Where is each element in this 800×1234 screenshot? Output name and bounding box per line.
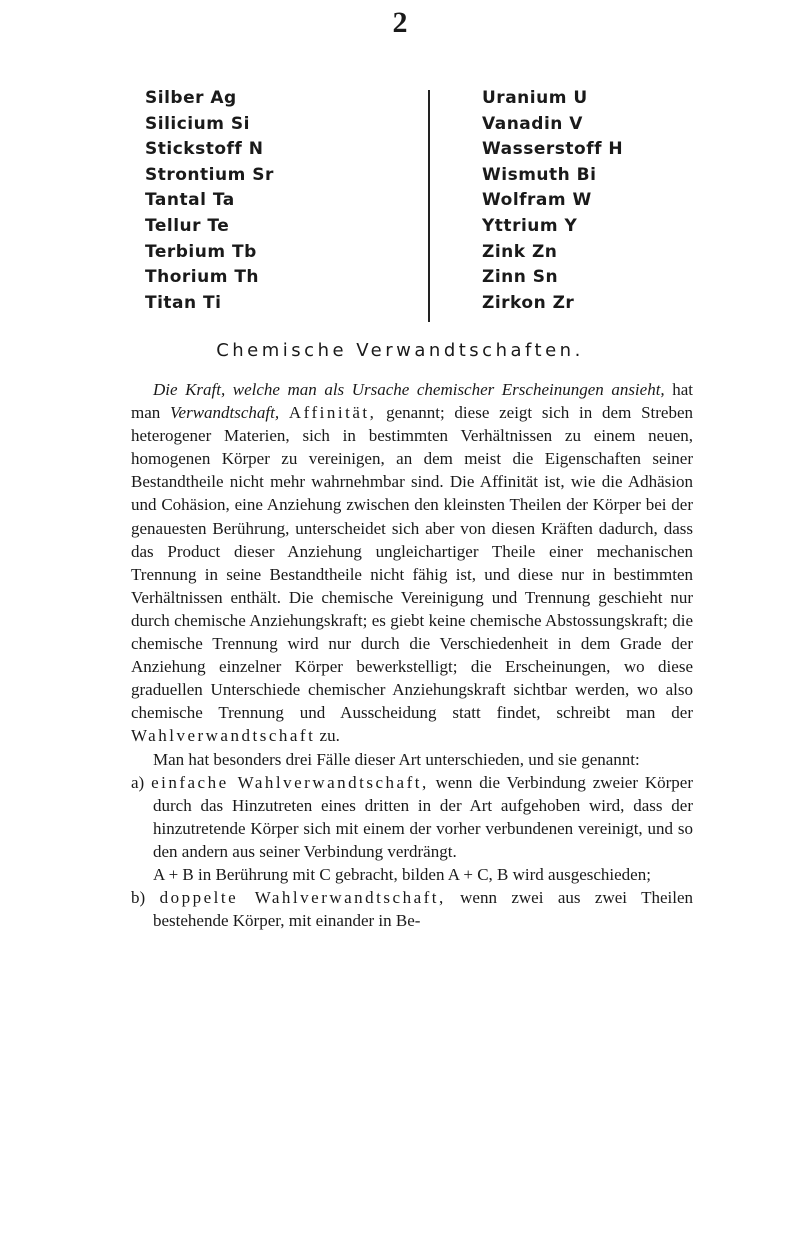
- spaced-term: Affinität,: [288, 403, 377, 423]
- body-text: [131, 378, 693, 932]
- element-entry: Zink Zn: [482, 241, 558, 262]
- item-a-formula: A + B in Berührung mit C gebracht, bilden A + C, B wird ausgeschieden;: [153, 864, 651, 884]
- element-entry: Strontium Sr: [145, 164, 274, 185]
- column-divider: [428, 90, 430, 322]
- item-a-label: a): [131, 772, 145, 792]
- element-column-right: [482, 86, 623, 316]
- item-b-text: wenn zwei aus zwei Theilen bestehende Körper, mit einander in Be-: [153, 888, 694, 931]
- lead-italic: Die Kraft, welche man als Ursache chemischer Erscheinungen ansieht,: [153, 380, 665, 399]
- element-entry: Zirkon Zr: [482, 292, 575, 313]
- item-a-term: einfache Wahlverwandtschaft,: [151, 772, 429, 792]
- element-entry: Zinn Sn: [482, 267, 559, 288]
- paragraph-affinity: [131, 378, 693, 748]
- element-entry: Wismuth Bi: [482, 164, 597, 185]
- item-b: [131, 886, 693, 932]
- section-title: Chemische Verwandtschaften.: [216, 340, 584, 361]
- element-entry: Silber Ag: [145, 88, 237, 108]
- element-entry: Wasserstoff H: [482, 139, 624, 160]
- text-run: [279, 403, 289, 422]
- element-column-left: [145, 86, 274, 316]
- element-entry: Terbium Tb: [145, 241, 257, 262]
- element-entry: Wolfram W: [482, 190, 592, 211]
- spaced-term-end: Wahlverwandtschaft: [131, 726, 316, 746]
- element-entry: Yttrium Y: [482, 215, 578, 236]
- element-entry: Silicium Si: [145, 113, 250, 134]
- element-entry: Thorium Th: [145, 267, 260, 288]
- text-run: genannt; diese zeigt sich in dem Streben heterogener Materien, sich in bestimmten Verhältnissen zu einem neuen, homogenen Körper zu vereinigen, an dem meist die Eigenschaften seiner Bestandtheile nicht mehr wahrnehmbar sind. Die Affinität ist, wie die Adhäsion und Cohäsion, eine Anziehung zwischen den kleinsten Theilen der Körper bei der genauesten Berührung, unterscheidet sich aber von diesen Kräften dadurch, dass das Product dieser Anziehung ungleichartiger Theile einer mechanischen Trennung in seine Bestandtheile nicht fähig ist, und diese nur in bestimmten Verhältnissen enthält. Die chemische Vereinigung und Trennung geschieht nur durch chemische Anziehungskraft; es giebt keine chemische Abstossungskraft; die chemische Trennung wird nur durch die Verschiedenheit in dem Grade der Anziehung einzelner Körper bewerkstelligt; die Erscheinungen, wo diese graduellen Unterschiede chemischer Anziehungskraft sichtbar werden, wo also chemische Trennung und Ausscheidung statt findet, schreibt man der: [131, 403, 693, 723]
- element-entry: Vanadin V: [482, 113, 583, 134]
- text-run: zu.: [315, 726, 340, 746]
- item-b-term: doppelte Wahlverwandtschaft,: [159, 888, 446, 908]
- element-entry: Stickstoff N: [145, 139, 264, 160]
- element-entry: Uranium U: [482, 88, 588, 108]
- element-entry: Tantal Ta: [145, 190, 235, 211]
- item-a-text: wenn die Verbindung zweier Körper durch das Hinzutreten eines dritten in der Art aufgehoben wird, dass der hinzutretende Körper sich mit einem der vorher verbundenen vereinigt, und so den andern aus seiner Verbindung verdrängt.: [153, 772, 693, 861]
- item-b-label: b): [131, 888, 146, 908]
- italic-term: Verwandtschaft,: [170, 403, 280, 423]
- page-number: 2: [392, 6, 408, 39]
- text-run: hat man: [131, 380, 693, 423]
- element-table: [140, 86, 700, 322]
- element-entry: Tellur Te: [145, 215, 230, 236]
- element-entry: Titan Ti: [145, 292, 222, 313]
- paragraph-cases: Man hat besonders drei Fälle dieser Art unterschieden, und sie genannt:: [153, 749, 640, 769]
- item-a: [131, 771, 693, 863]
